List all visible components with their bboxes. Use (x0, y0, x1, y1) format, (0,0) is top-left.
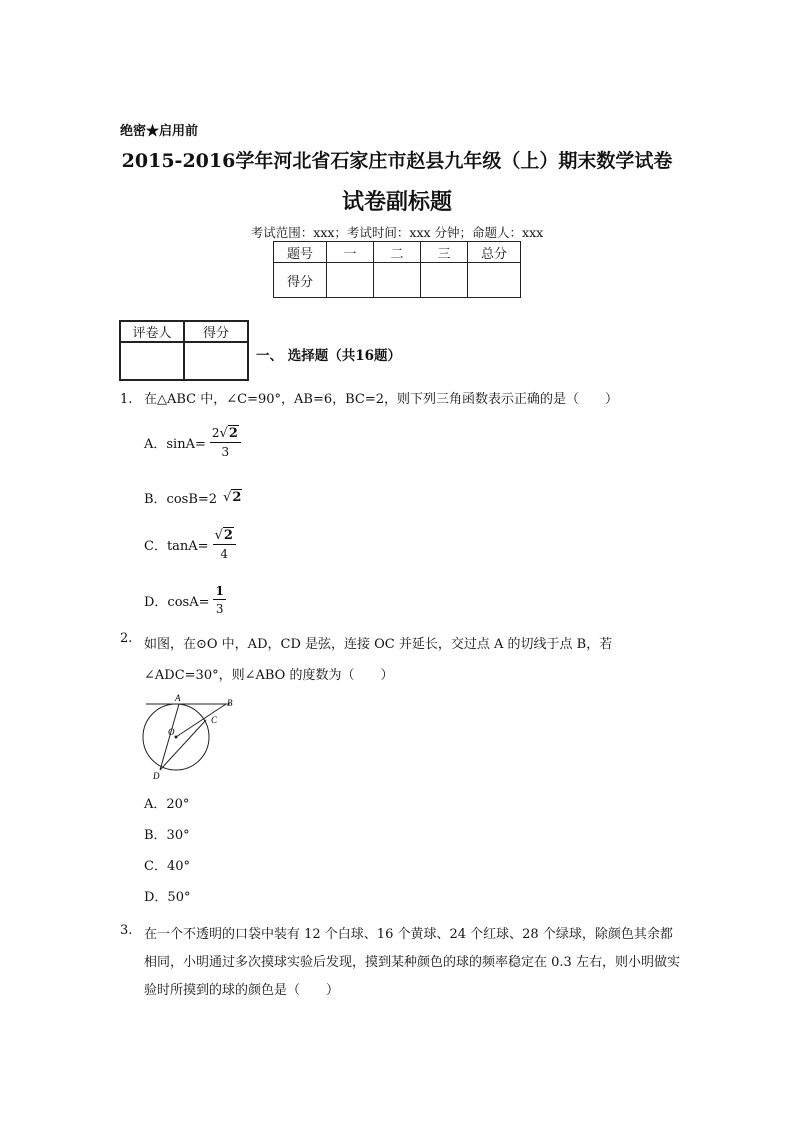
sqrt-symbol: √2 (219, 426, 238, 441)
score-table (273, 241, 521, 298)
label-c: C (211, 715, 218, 725)
numerator: 1 (215, 584, 224, 598)
radicand: 2 (228, 426, 238, 441)
question-text: 在△ABC 中，∠C=90°，AB=6，BC=2，则下列三角函数表示正确的是（ ） (144, 392, 619, 407)
score-input-cell[interactable] (374, 263, 421, 298)
denominator: 3 (221, 445, 230, 459)
option-b[interactable] (144, 488, 242, 507)
option-d[interactable] (144, 584, 226, 616)
exam-subtitle: 试卷副标题 (341, 189, 452, 215)
coefficient: 2 (211, 426, 220, 440)
fraction (213, 528, 236, 561)
option-d[interactable]: D．50° (144, 890, 191, 905)
fraction (213, 584, 225, 616)
label-a: A (175, 693, 181, 703)
label-d: D (153, 771, 160, 781)
score-input-cell[interactable] (327, 263, 374, 298)
score-header-cell: 一 (327, 242, 374, 263)
sqrt-symbol: √2 (223, 490, 242, 505)
score-input-cell[interactable] (468, 263, 521, 298)
question-text: 如图，在⊙O 中，AD，CD 是弦，连接 OC 并延长，交过点 A 的切线于点 B，若∠ADC=30°，则∠ABO 的度数为（ ） (144, 637, 613, 683)
denominator: 4 (220, 547, 229, 561)
option-b[interactable]: B．30° (144, 828, 190, 843)
option-c[interactable] (144, 528, 236, 561)
option-a[interactable] (144, 426, 241, 459)
section-title: 一、 选择题（共16题） (256, 348, 401, 364)
radicand: 2 (223, 528, 233, 543)
circle-diagram (138, 690, 238, 782)
exam-info: 考试范围：xxx；考试时间：xxx 分钟；命题人：xxx (250, 225, 544, 240)
grader-input-cell[interactable] (184, 342, 248, 380)
score-header-cell: 二 (374, 242, 421, 263)
option-prefix: B．cosB=2 (144, 492, 218, 507)
score-header-cell: 三 (421, 242, 468, 263)
center-point (175, 736, 178, 739)
option-a[interactable]: A．20° (144, 797, 190, 812)
option-prefix: C．tanA= (144, 539, 209, 554)
question-number: 1. (120, 392, 133, 407)
option-prefix: D．cosA= (144, 594, 210, 610)
question-number: 3. (120, 923, 133, 938)
sqrt-symbol: √2 (214, 528, 233, 543)
score-label-cell: 得分 (274, 263, 327, 298)
score-header-cell: 题号 (274, 242, 327, 263)
grader-header-cell: 评卷人 (120, 321, 184, 342)
line-ob (176, 704, 226, 737)
denominator: 3 (215, 602, 224, 616)
grader-table (119, 320, 249, 381)
label-o: O (168, 727, 175, 737)
radicand: 2 (232, 490, 242, 505)
fraction (210, 426, 241, 459)
grader-header-cell: 得分 (184, 321, 248, 342)
label-b: B (227, 698, 233, 708)
confidential-mark: 绝密★启用前 (120, 124, 199, 139)
score-input-cell[interactable] (421, 263, 468, 298)
question-text: 在一个不透明的口袋中装有 12 个白球、16 个黄球、24 个红球、28 个绿球，除颜色其余都相同，小明通过多次摸球实验后发现，摸到某种颜色的球的频率稳定在 0.3 左右，则小明做实验时所摸到的球的颜色是（ ） (144, 927, 680, 998)
exam-title: 2015-2016学年河北省石家庄市赵县九年级（上）期末数学试卷 (121, 150, 673, 172)
option-prefix: A．sinA= (144, 437, 206, 452)
option-c[interactable]: C．40° (144, 859, 190, 874)
question-number: 2. (120, 631, 133, 646)
grader-input-cell[interactable] (120, 342, 184, 380)
score-header-cell: 总分 (468, 242, 521, 263)
